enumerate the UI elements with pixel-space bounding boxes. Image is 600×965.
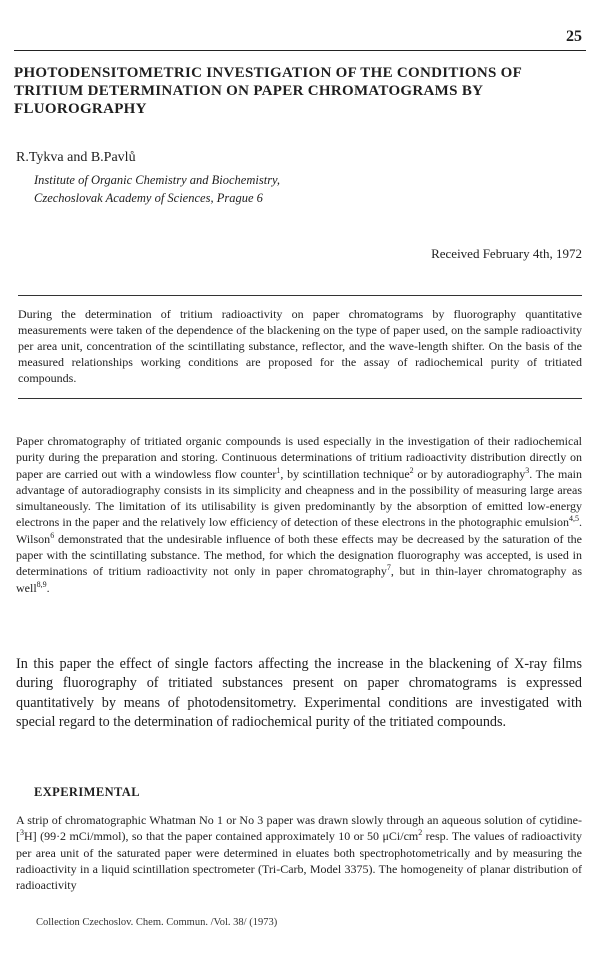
intro-text-1: Paper chromatography of tritiated organic compounds is used especially in the investigation of their radiochemical purity during the preparation and storing. Continuous determinations of tritium radioactivity distribution directly on paper are carried out with a windowless flow counter — [16, 434, 582, 481]
experimental-text-2: H] (99·2 mCi/mmol), so that the paper contained approximately 10 or 50 μCi/cm — [24, 829, 419, 844]
introduction-paragraph — [16, 433, 582, 596]
experimental-paragraph — [16, 812, 582, 893]
affiliation — [34, 171, 280, 207]
abstract-bottom-rule — [18, 398, 582, 399]
reference-1: 1 — [276, 465, 281, 475]
received-date: Received February 4th, 1972 — [431, 246, 582, 261]
isotope-superscript: 3 — [20, 828, 24, 838]
aim-paragraph: In this paper the effect of single factors affecting the increase in the blackening of X-ray films during fluorography of tritiated substances present on paper chromatograms is expressed quantitatively by means of photodensitometry. Experimental conditions are investigated with special regard to the determination of radiochemical purity of the tritiated compounds. — [16, 656, 582, 730]
intro-text-8: . — [46, 580, 50, 595]
abstract-top-rule — [18, 295, 582, 296]
affiliation-line-1: Institute of Organic Chemistry and Biochemistry, — [34, 173, 281, 187]
experimental-heading: EXPERIMENTAL — [34, 785, 140, 799]
intro-text-7: , but in thin-layer chromatography as well — [16, 564, 582, 595]
journal-footer: Collection Czechoslov. Chem. Commun. /Vol. 38/ (1973) — [36, 917, 278, 928]
affiliation-line-2: Czechoslovak Academy of Sciences, Prague 6 — [34, 191, 263, 205]
article-title: PHOTODENSITOMETRIC INVESTIGATION OF THE CONDITIONS OF TRITIUM DETERMINATION ON PAPER CHROMATOGRAMS BY FLUOROGRAPHY — [14, 65, 522, 117]
intro-text-6: demonstrated that the undesirable influence of both these effects may be decreased by the saturation of the paper with the scintillating substance. The method, for which the designation fluorography was accepted, is used in determinations of tritium radioactivity not only in paper chromatography — [16, 531, 582, 579]
intro-text-2: , by scintillation technique — [280, 466, 410, 481]
reference-7: 7 — [386, 563, 391, 573]
reference-6: 6 — [50, 530, 55, 540]
authors: R.Tykva and B.Pavlů — [16, 150, 136, 165]
header-rule — [14, 50, 586, 51]
reference-3: 3 — [525, 465, 530, 475]
reference-2: 2 — [409, 465, 414, 475]
reference-8-9: 8,9 — [36, 579, 47, 589]
intro-text-4: . The main advantage of autoradiography consists in its simplicity and cheapness and in the possibility of measuring large areas simultaneously. The limitation of its utilisability is given predominantly by the absorption of emitted low-energy electrons in the paper and the relatively low efficiency of detection of these electrons in the photographic emulsion — [16, 466, 582, 530]
intro-text-5: . Wilson — [16, 515, 582, 546]
experimental-text-3: resp. The values of radioactivity per area unit of the saturated paper were determined in eluates both spectrophotometrically and by measuring the radioactivity in a liquid scintillation spectrometer (Tri-Carb, Model 3375). The homogeneity of planar distribution of radioactivity — [16, 829, 582, 893]
abstract: During the determination of tritium radioactivity on paper chromatograms by fluorography quantitative measurements were taken of the dependence of the blackening on the type of paper used, on the sample radioactivity per area unit, concentration of the scintillating substance, reflector, and the wave-length shifter. On the basis of the measured relationships working conditions are proposed for the assay of radiochemical purity of tritiated compounds. — [18, 307, 582, 385]
page-number: 25 — [566, 28, 582, 45]
reference-4-5: 4,5 — [569, 514, 579, 524]
unit-superscript: 2 — [418, 828, 423, 838]
intro-text-3: or by autoradiography — [413, 466, 526, 481]
experimental-text-1: A strip of chromatographic Whatman No 1 or No 3 paper was drawn slowly through an aqueous solution of cytidine-[ — [16, 813, 582, 844]
